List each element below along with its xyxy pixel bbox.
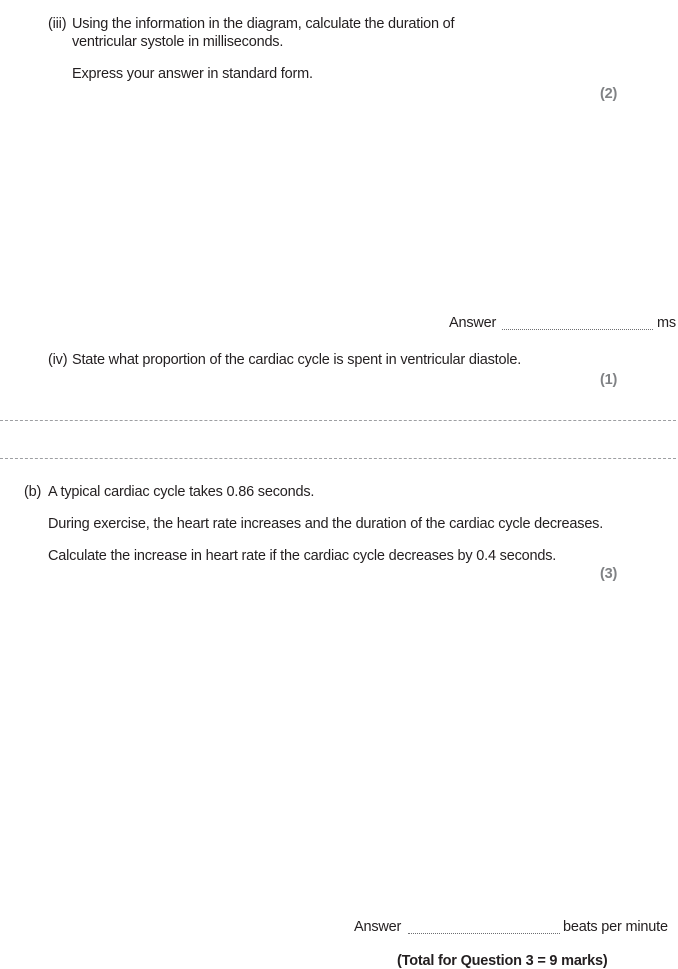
marks-label: (1)	[600, 372, 618, 388]
question-text-line-2: ventricular systole in milliseconds.	[72, 34, 284, 50]
answer-label: Answer	[449, 315, 497, 331]
question-text-line-1: Using the information in the diagram, calculate the duration of	[72, 16, 455, 32]
answer-unit: ms	[657, 315, 676, 331]
answer-label: Answer	[354, 919, 402, 935]
question-text-line-3: Calculate the increase in heart rate if the cardiac cycle decreases by 0.4 seconds.	[48, 548, 557, 564]
question-text: State what proportion of the cardiac cycle is spent in ventricular diastole.	[72, 352, 522, 368]
answer-line[interactable]	[408, 933, 560, 934]
marks-label: (2)	[600, 86, 618, 102]
question-instruction: Express your answer in standard form.	[72, 66, 313, 82]
question-number-iii: (iii)	[48, 16, 67, 32]
question-text-line-2: During exercise, the heart rate increases and the duration of the cardiac cycle decreases.	[48, 516, 604, 532]
answer-line[interactable]	[502, 329, 653, 330]
answer-unit: beats per minute	[563, 919, 668, 935]
question-text-line-1: A typical cardiac cycle takes 0.86 seconds.	[48, 484, 315, 500]
total-marks: (Total for Question 3 = 9 marks)	[397, 953, 608, 969]
question-number-iv: (iv)	[48, 352, 68, 368]
answer-line-1[interactable]	[0, 420, 676, 421]
marks-label: (3)	[600, 566, 618, 582]
answer-line-2[interactable]	[0, 458, 676, 459]
question-number-b: (b)	[24, 484, 42, 500]
